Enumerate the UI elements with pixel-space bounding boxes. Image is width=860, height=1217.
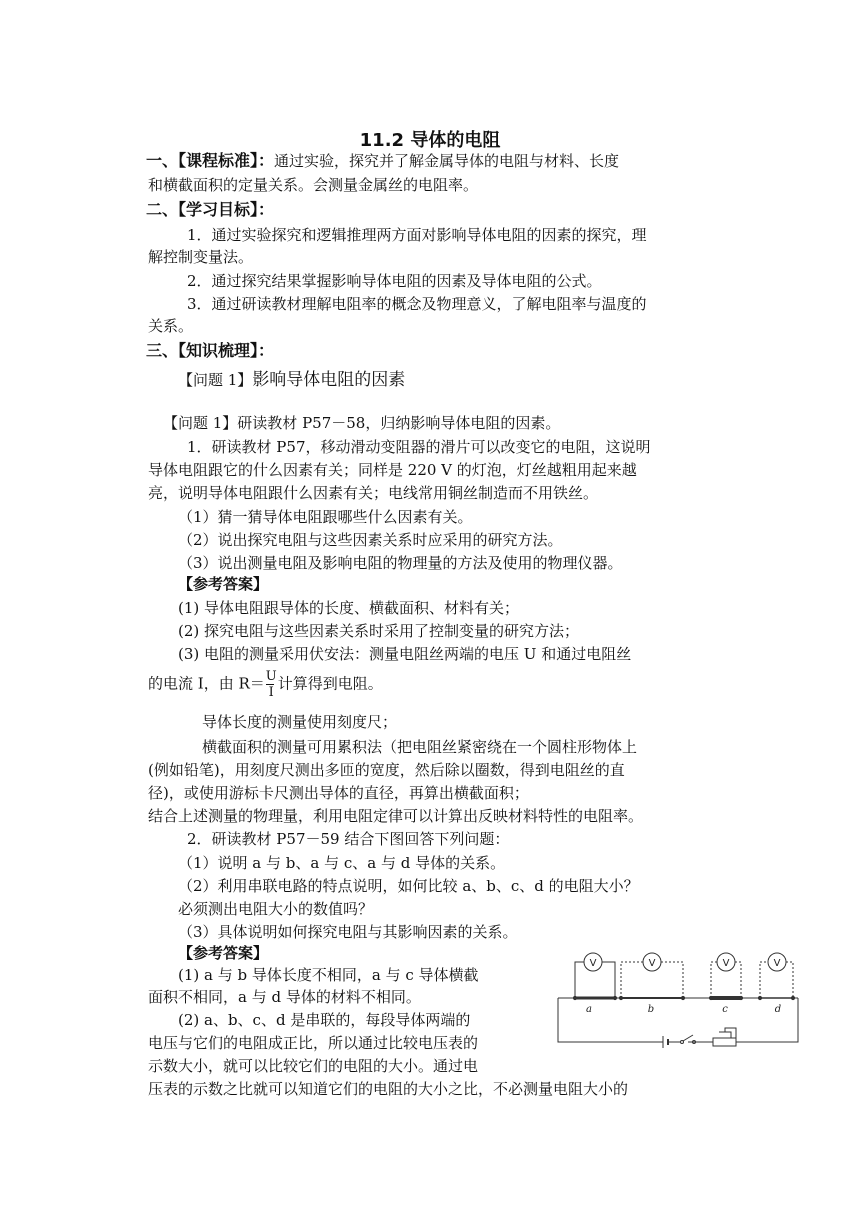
answer-item: 面积不相同，a 与 d 导体的材料不相同。 bbox=[148, 988, 421, 1006]
answer-item: (1) a 与 b 导体长度不相同，a 与 c 导体横截 bbox=[178, 966, 479, 984]
body-text: 导体长度的测量使用刻度尺； bbox=[202, 713, 398, 731]
answer-item-formula bbox=[148, 670, 383, 699]
body-text: 【问题 1】研读教材 P57－58，归纳影响导体电阻的因素。 bbox=[163, 414, 561, 432]
segment-label-c: c bbox=[722, 1004, 728, 1015]
answer-item: 压表的示数之比就可以知道它们的电阻的大小之比，不必测量电阻大小的 bbox=[148, 1080, 629, 1098]
question-heading bbox=[178, 369, 405, 391]
question-item: （2）说出探究电阻与这些因素关系时应采用的研究方法。 bbox=[178, 531, 563, 549]
body-text: 结合上述测量的物理量，利用电阻定律可以计算出反映材料特性的电阻率。 bbox=[148, 807, 644, 825]
question-tag: 【问题 1】 bbox=[178, 371, 253, 389]
body-text: 2．研读教材 P57－59 结合下图回答下列问题： bbox=[187, 830, 510, 848]
body-text: 的电流 I，由 R＝ bbox=[148, 674, 265, 693]
section-heading: 三、【知识梳理】： bbox=[146, 341, 275, 360]
goal-3-cont: 关系。 bbox=[148, 317, 194, 335]
segment-label-b: b bbox=[647, 1004, 655, 1015]
question-item: （3）说出测量电阻及影响电阻的物理量的方法及使用的物理仪器。 bbox=[178, 554, 623, 572]
fraction-numerator: U bbox=[265, 669, 277, 684]
body-text: 亮，说明导体电阻跟什么因素有关；电线常用铜丝制造而不用铁丝。 bbox=[148, 484, 599, 502]
answer-item: (1) 导体电阻跟导体的长度、横截面积、材料有关； bbox=[178, 599, 520, 617]
body-text: 通过实验，探究并了解金属导体的电阻与材料、长度 bbox=[274, 152, 620, 170]
voltmeter-label: V bbox=[722, 958, 730, 969]
voltmeter-label: V bbox=[589, 958, 597, 969]
answer-item: 电压与它们的电阻成正比，所以通过比较电压表的 bbox=[148, 1034, 479, 1052]
body-text: 1．研读教材 P57，移动滑动变阻器的滑片可以改变它的电阻，这说明 bbox=[187, 438, 651, 456]
answer-heading: 【参考答案】 bbox=[178, 944, 269, 962]
section-heading: 一、【课程标准】： bbox=[146, 151, 275, 170]
answer-heading: 【参考答案】 bbox=[178, 575, 269, 593]
answer-item: (2) a、b、c、d 是串联的，每段导体两端的 bbox=[178, 1011, 471, 1029]
page-title: 11.2 导体的电阻 bbox=[359, 130, 501, 151]
question-title: 影响导体电阻的因素 bbox=[252, 370, 406, 390]
body-text: 径)，或使用游标卡尺测出导体的直径，再算出横截面积； bbox=[148, 784, 529, 802]
question-item: （2）利用串联电路的特点说明，如何比较 a、b、c、d 的电阻大小？ bbox=[178, 877, 639, 895]
question-item: （3）具体说明如何探究电阻与其影响因素的关系。 bbox=[178, 923, 518, 941]
body-text: 横截面积的测量可用累积法（把电阻丝紧密绕在一个圆柱形物体上 bbox=[202, 738, 638, 756]
goal-2: 2．通过探究结果掌握影响导体电阻的因素及导体电阻的公式。 bbox=[187, 272, 602, 290]
formula-fraction bbox=[266, 670, 277, 699]
circuit-diagram bbox=[553, 944, 803, 1052]
goal-1-cont: 解控制变量法。 bbox=[148, 248, 254, 266]
section-1-line bbox=[146, 150, 619, 172]
goal-3: 3．通过研读教材理解电阻率的概念及物理意义，了解电阻率与温度的 bbox=[187, 295, 647, 313]
body-text: 导体电阻跟它的什么因素有关；同样是 220 V 的灯泡，灯丝越粗用起来越 bbox=[148, 461, 637, 479]
section-heading: 二、【学习目标】： bbox=[146, 200, 275, 219]
body-text: 计算得到电阻。 bbox=[277, 674, 383, 693]
body-text: 和横截面积的定量关系。会测量金属丝的电阻率。 bbox=[148, 176, 479, 194]
segment-label-d: d bbox=[774, 1004, 782, 1015]
goal-1: 1．通过实验探究和逻辑推理两方面对影响导体电阻的因素的探究，理 bbox=[187, 226, 647, 244]
question-item: （1）猜一猜导体电阻跟哪些什么因素有关。 bbox=[178, 508, 473, 526]
question-item: 必须测出电阻大小的数值吗？ bbox=[178, 900, 374, 918]
fraction-denominator: I bbox=[268, 685, 274, 700]
voltmeter-label: V bbox=[773, 958, 781, 969]
segment-label-a: a bbox=[586, 1004, 592, 1015]
question-item: （1）说明 a 与 b、a 与 c、a 与 d 导体的关系。 bbox=[178, 854, 506, 872]
answer-item: (3) 电阻的测量采用伏安法：测量电阻丝两端的电压 U 和通过电阻丝 bbox=[178, 645, 632, 663]
voltmeter-label: V bbox=[648, 958, 656, 969]
answer-item: (2) 探究电阻与这些因素关系时采用了控制变量的研究方法； bbox=[178, 622, 580, 640]
answer-item: 示数大小，就可以比较它们的电阻的大小。通过电 bbox=[148, 1057, 479, 1075]
body-text: (例如铅笔)，用刻度尺测出多匝的宽度，然后除以圈数，得到电阻丝的直 bbox=[148, 761, 625, 779]
